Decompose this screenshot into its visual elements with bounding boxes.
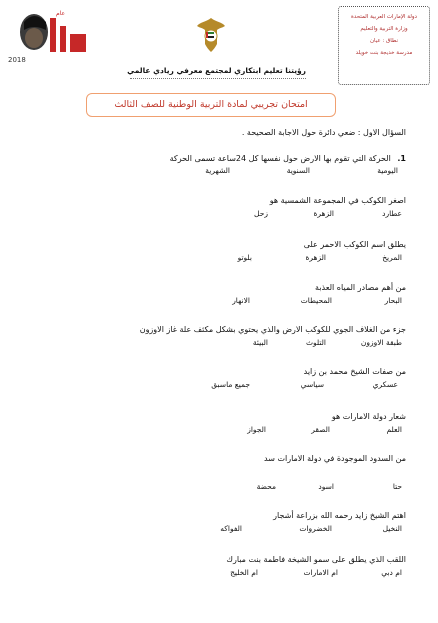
option-item[interactable]: اسود xyxy=(318,482,334,491)
question-10-options xyxy=(0,568,438,580)
question-2-options xyxy=(0,209,438,221)
option-item[interactable]: حتا xyxy=(392,482,402,491)
option-item[interactable]: زحل xyxy=(254,209,268,218)
question-10 xyxy=(226,555,406,564)
option-item[interactable]: الزهرة xyxy=(313,209,334,218)
ministry-line-country: دولة الإمارات العربية المتحدة xyxy=(350,14,418,20)
option-item[interactable]: العلم xyxy=(386,425,402,434)
option-item[interactable]: المحيطات xyxy=(300,296,332,305)
ministry-line-zone: نطاق : عيان xyxy=(370,38,398,44)
question-5-options xyxy=(0,338,438,350)
option-item[interactable]: سياسي xyxy=(300,380,324,389)
option-item[interactable]: محضة xyxy=(256,482,276,491)
question-text: الحركة التي تقوم بها الارض حول نفسها كل 24ساعة تسمى الحركة xyxy=(169,154,391,163)
option-item[interactable]: النخيل xyxy=(382,524,402,533)
ministry-info-box xyxy=(338,6,430,85)
option-item[interactable]: البيئة xyxy=(252,338,268,347)
question-text: من صفات الشيخ محمد بن زايد xyxy=(303,367,406,376)
question-text: يطلق اسم الكوكب الاحمر على xyxy=(303,240,406,249)
option-item[interactable]: عطارد xyxy=(382,209,402,218)
option-item[interactable]: البحار xyxy=(384,296,402,305)
option-item[interactable]: طبقة الاوزون xyxy=(360,338,402,347)
section-title: السؤال الاول : ضعي دائرة حول الاجابة الصحيحة . xyxy=(241,128,406,137)
question-7 xyxy=(332,412,406,421)
question-1 xyxy=(170,154,406,163)
question-7-options xyxy=(0,425,438,437)
option-item[interactable]: الفواكه xyxy=(220,524,242,533)
question-5 xyxy=(140,325,406,334)
option-item[interactable]: ام دبي xyxy=(381,568,402,577)
option-item[interactable]: بلوتو xyxy=(237,253,252,262)
question-text: اللقب الذي يطلق على سمو الشيخة فاطمة بنت مبارك xyxy=(226,555,406,564)
question-text: اصغر الكوكب في المجموعة الشمسية هو xyxy=(269,196,406,205)
question-9-options xyxy=(0,524,438,536)
option-item[interactable]: الجواز xyxy=(247,425,266,434)
question-text: جزء من الغلاف الجوي للكوكب الارض والذي يحتوي بشكل مكثف علة غاز الاوزون xyxy=(139,325,406,334)
option-item[interactable]: ام الخليج xyxy=(230,568,258,577)
question-8-options xyxy=(0,482,438,494)
option-item[interactable]: السنوية xyxy=(286,166,310,175)
ministry-line-ministry: وزارة التربية والتعليم xyxy=(360,26,408,32)
question-text: شعار دولة الامارات هو xyxy=(331,412,406,421)
option-item[interactable]: الزهرة xyxy=(305,253,326,262)
uae-emblem-icon xyxy=(196,16,226,54)
option-item[interactable]: اليومية xyxy=(377,166,398,175)
question-6 xyxy=(304,367,406,376)
question-text: من أهم مصادر المياه العذبة xyxy=(315,283,406,292)
vision-statement: رؤيتنا تعليم ابتكاري لمجتمع معرفي ريادي عالمي xyxy=(130,66,306,79)
logo-small-text: عام xyxy=(56,10,66,17)
question-4 xyxy=(315,283,406,292)
option-item[interactable]: المريخ xyxy=(382,253,402,262)
logo-year: 2018 xyxy=(8,56,26,64)
question-text: اهتم الشيخ زايد رحمه الله بزراعة أشجار xyxy=(273,511,406,520)
year-of-zayed-logo xyxy=(6,8,88,66)
question-6-options xyxy=(0,380,438,392)
option-item[interactable]: التلوث xyxy=(305,338,326,347)
exam-title: امتحان تجريبي لمادة التربية الوطنية للصف الثالث xyxy=(86,93,336,117)
option-item[interactable]: الانهار xyxy=(232,296,250,305)
question-number: 1. xyxy=(397,154,406,163)
option-item[interactable]: الخضروات xyxy=(299,524,332,533)
question-4-options xyxy=(0,296,438,308)
option-item[interactable]: ام الامارات xyxy=(303,568,338,577)
ministry-line-school: مدرسة خديجة بنت خويلد xyxy=(355,50,413,56)
option-item[interactable]: عسكري xyxy=(372,380,398,389)
question-2 xyxy=(270,196,406,205)
option-item[interactable]: جميع ماسبق xyxy=(211,380,250,389)
question-1-options xyxy=(0,166,438,178)
option-item[interactable]: الصقر xyxy=(311,425,330,434)
option-item[interactable]: الشهرية xyxy=(205,166,230,175)
question-9 xyxy=(273,511,406,520)
question-text: من السدود الموجودة في دولة الامارات سد xyxy=(264,454,406,463)
question-3 xyxy=(304,240,406,249)
question-8 xyxy=(264,454,406,463)
question-3-options xyxy=(0,253,438,265)
